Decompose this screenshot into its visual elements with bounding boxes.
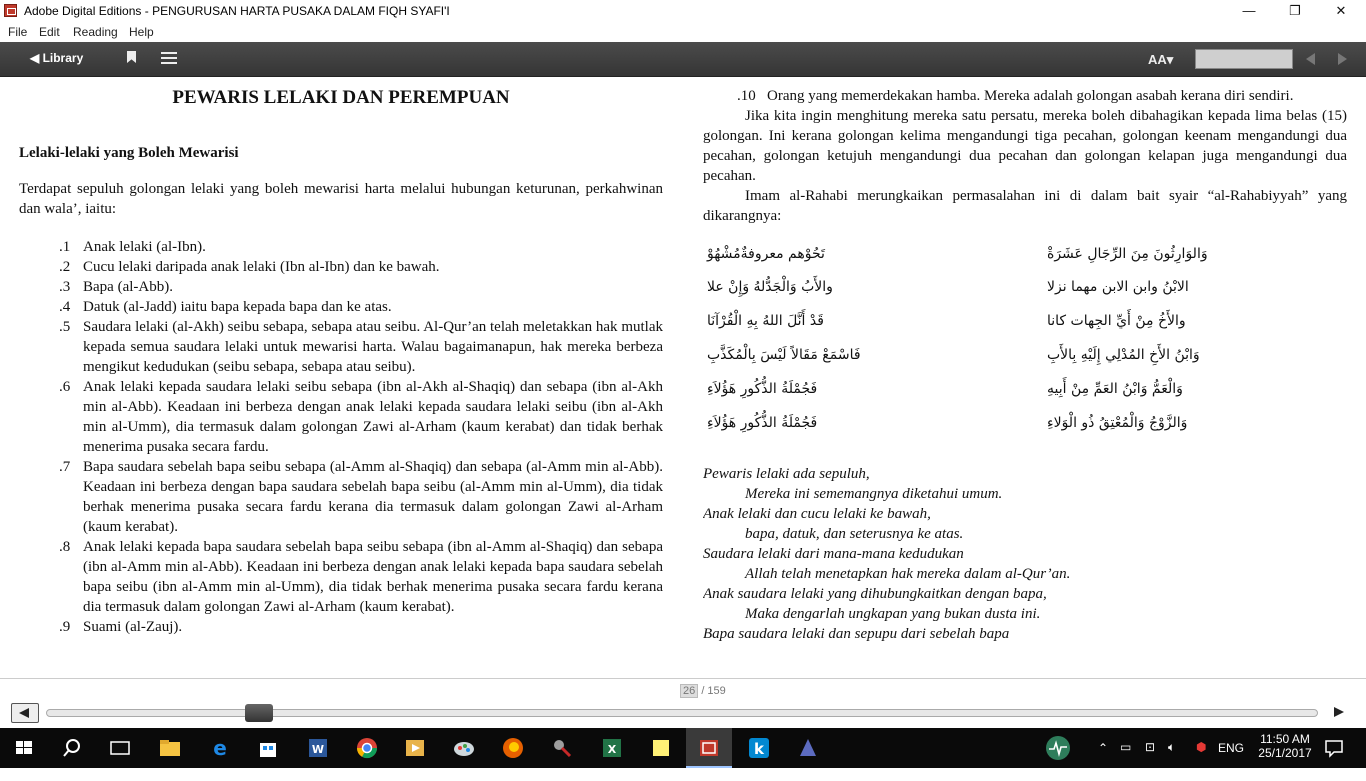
- paint-icon[interactable]: [450, 734, 478, 762]
- arabic-verse: والأَخُ مِنْ أَيِّ الجِهات كانا: [1047, 313, 1186, 329]
- left-page: [19, 77, 663, 677]
- maximize-button[interactable]: ❐: [1289, 3, 1301, 18]
- digital-editions-icon[interactable]: [695, 734, 723, 762]
- list-item: .3 Bapa (al-Abb).: [59, 279, 173, 295]
- section-heading: Lelaki-lelaki yang Boleh Mewarisi: [19, 145, 239, 161]
- next-page-button[interactable]: [1326, 703, 1354, 723]
- right-page: [703, 77, 1347, 677]
- body-paragraph: Jika kita ingin menghitung mereka satu persatu, mereka boleh dibahagikan kepada lima belas (15) golongan. Ini kerana golongan kelima mengandungi tiga pecahan, golongan keenam mengandungi dua pecahan, golongan ketujuh mengandungi dua pecahan dan golongan kelapan juga mengandungi dua pecahan.: [703, 108, 1347, 184]
- arabic-verse: تَحُوْهم معروفةٌمُشْهُوْ: [707, 246, 825, 262]
- verse-line: Saudara lelaki dari mana-mana kedudukan: [703, 546, 964, 562]
- next-page-icon[interactable]: [1338, 53, 1347, 65]
- menu-reading[interactable]: Reading: [73, 25, 118, 39]
- list-item: .2 Cucu lelaki daripada anak lelaki (Ibn al-Ibn) dan ke bawah.: [59, 259, 440, 275]
- antivirus-icon[interactable]: ⬢: [1196, 740, 1207, 754]
- verse-line: bapa, datuk, dan seterusnya ke atas.: [745, 526, 964, 542]
- svg-text:X: X: [607, 743, 617, 756]
- list-item: .8 Anak lelaki kepada bapa saudara sebelah bapa seibu sebapa (ibn al-Amm al-Shaqiq) dan sebapa (ibn al-Amm min al-Abb). Keadaan ini berbeza dengan anak lelaki kepada bapa saudara sebelah bapa seibu (ibn al-Amm min al-Umm), dia tidak berhak menerima pusaka secara fardu kerana dia termasuk dalam golongan Zawi al-Arham (kaum kerabat).: [59, 539, 663, 615]
- language-indicator[interactable]: ENG: [1218, 741, 1245, 755]
- clock-time: 11:50 AM: [1260, 732, 1310, 746]
- list-item: .4 Datuk (al-Jadd) iaitu bapa kepada bapa dan ke atas.: [59, 299, 392, 315]
- total-pages: / 159: [701, 685, 726, 697]
- verse-translation: [703, 464, 1347, 644]
- list-item: .10 Orang yang memerdekakan hamba. Mereka adalah golongan asabah kerana diri sendiri.: [737, 88, 1294, 104]
- excel-icon[interactable]: [598, 734, 626, 762]
- prev-page-button[interactable]: [11, 703, 39, 723]
- arabic-verse: فَجُمْلَةُ الذُّكُورِ هَؤُلاَءِ: [707, 415, 818, 431]
- library-button[interactable]: ◀ Library: [30, 51, 84, 65]
- clock-date: 25/1/2017: [1258, 746, 1312, 760]
- intro-paragraph: Terdapat sepuluh golongan lelaki yang boleh mewarisi harta melalui hubungan keturunan, perkahwinan dan wala’, iaitu:: [19, 181, 663, 217]
- verse-line: Anak lelaki dan cucu lelaki ke bawah,: [703, 506, 931, 522]
- list-icon[interactable]: [161, 52, 177, 64]
- app-icon[interactable]: [794, 734, 822, 762]
- menu-file[interactable]: File: [8, 25, 28, 39]
- title-bar: [0, 0, 1366, 22]
- verse-line: Maka dengarlah ungkapan yang bukan dusta ini.: [745, 606, 1041, 622]
- page-search-input[interactable]: [1195, 49, 1293, 69]
- menu-edit[interactable]: Edit: [39, 25, 60, 39]
- verse-line: Pewaris lelaki ada sepuluh,: [703, 466, 870, 482]
- app-icon: [4, 4, 17, 17]
- battery-icon[interactable]: ▭: [1120, 740, 1132, 754]
- tool-icon[interactable]: [548, 734, 576, 762]
- svg-text:e: e: [213, 736, 227, 760]
- chrome-icon[interactable]: [353, 734, 381, 762]
- firefox-icon[interactable]: [499, 734, 527, 762]
- heir-list: [19, 237, 663, 637]
- file-explorer-icon[interactable]: [156, 734, 184, 762]
- verse-line: Allah telah menetapkan hak mereka dalam al-Qur’an.: [745, 566, 1071, 582]
- current-page[interactable]: 26: [680, 684, 698, 698]
- notifications-icon[interactable]: [1320, 734, 1348, 762]
- font-size-icon[interactable]: AA▾: [1148, 52, 1174, 67]
- close-button[interactable]: ✕: [1335, 3, 1347, 18]
- sticky-notes-icon[interactable]: [647, 734, 675, 762]
- arabic-verse: وَالوَارِثُونَ مِنَ الرِّجَالِ عَشَرَةْ: [1047, 246, 1208, 262]
- verse-line: Mereka ini sememangnya diketahui umum.: [745, 486, 1003, 502]
- arabic-verse: الابْنُ وابن الابن مهما نزلا: [1047, 279, 1189, 295]
- svg-text:W: W: [311, 743, 325, 756]
- list-item: .5 Saudara lelaki (al-Akh) seibu sebapa, sebapa atau seibu. Al-Qur’an telah meletakkan hak mutlak kepada semua saudara lelaki untuk mewarisi harta. Walau bagaimanapun, hak mereka berbeza mengikut kedudukan (seibu sebapa, sebapa atau seibu).: [59, 319, 663, 375]
- page-slider-track[interactable]: [46, 709, 1318, 717]
- arabic-verse: فَاسْمَعْ مَقَالاً لَيْسَ بِالْمُكَذَّبِ: [707, 347, 861, 363]
- search-icon[interactable]: [58, 734, 86, 762]
- bookmark-icon[interactable]: [127, 51, 136, 63]
- activity-monitor-icon[interactable]: [1044, 734, 1072, 762]
- page-title: PEWARIS LELAKI DAN PEREMPUAN: [172, 87, 510, 108]
- menu-help[interactable]: Help: [129, 25, 154, 39]
- store-icon[interactable]: [254, 734, 282, 762]
- arabic-verse: فَجُمْلَةُ الذُّكُورِ هَؤُلاَءِ: [707, 381, 818, 397]
- volume-icon[interactable]: 🔈︎: [1168, 740, 1176, 754]
- verse-line: Anak saudara lelaki yang dihubungkaitkan dengan bapa,: [703, 586, 1047, 602]
- window-title: Adobe Digital Editions - PENGURUSAN HARTA PUSAKA DALAM FIQH SYAFI'I: [24, 4, 450, 18]
- edge-icon[interactable]: [206, 734, 234, 762]
- heir-list-continued: [703, 86, 1347, 106]
- task-view-icon[interactable]: [106, 734, 134, 762]
- page-navigation: [0, 678, 1366, 729]
- clock[interactable]: [1255, 732, 1315, 772]
- start-icon[interactable]: [10, 734, 38, 762]
- list-item: .9 Suami (al-Zauj).: [59, 619, 183, 635]
- k-app-icon[interactable]: [745, 734, 773, 762]
- arabic-verse: والأَبُ وَالْجَدُّلهُ وَإِنْ علا: [707, 279, 833, 295]
- word-icon[interactable]: [304, 734, 332, 762]
- media-icon[interactable]: [401, 734, 429, 762]
- menu-bar: [0, 22, 1366, 42]
- minimize-button[interactable]: —: [1242, 3, 1256, 18]
- arabic-verse: وَابْنُ الأَخِ المُدْلِي إِلَيْهِ بِالأَبِ: [1047, 347, 1200, 363]
- arabic-verse: وَالزَّوْجُ وَالْمُعْتِقُ ذُو الْوَلاءِ: [1047, 415, 1188, 431]
- reader-toolbar: [0, 42, 1366, 77]
- tray-chevron-icon[interactable]: ⌃: [1098, 741, 1109, 755]
- list-item: .1 Anak lelaki (al-Ibn).: [59, 239, 206, 255]
- taskbar: [0, 728, 1366, 768]
- body-paragraph: Imam al-Rahabi merungkaikan permasalahan ini di dalam bait syair “al-Rahabiyyah” yang dikarangnya:: [703, 188, 1347, 224]
- arabic-verse: وَالْعَمُّ وَابْنُ العَمِّ مِنْ أَبِيهِ: [1047, 381, 1183, 397]
- svg-text:k: k: [754, 740, 764, 758]
- list-item: .6 Anak lelaki kepada saudara lelaki seibu sebapa (ibn al-Akh al-Shaqiq) dan sebapa (ibn al-Akh min al-Abb). Keadaan ini berbeza dengan anak lelaki kepada saudara lelaki seibu (ibn al-Akh min al-Umm), dia termasuk dalam golongan Zawi al-Arham (kaum kerabat) dan tidak berhak menerima pusaka secara fardu.: [59, 379, 663, 455]
- arabic-verse: قَدْ أَنَّلَ اللهُ بِهِ الْقُرْآنَا: [707, 313, 824, 329]
- list-item: .7 Bapa saudara sebelah bapa seibu sebapa (al-Amm al-Shaqiq) dan sebapa (al-Amm min al-Abb). Keadaan ini berbeza dengan bapa saudara sebelah bapa seibu (al-Amm min al-Umm), dia tidak berhak menerima pusaka secara fardu kerana dia termasuk dalam golongan Zawi al-Arham (kaum kerabat).: [59, 459, 663, 535]
- arabic-poem: [703, 244, 1347, 456]
- page-counter: [680, 685, 726, 697]
- page-slider-thumb[interactable]: [245, 704, 273, 722]
- verse-line: Bapa saudara lelaki dan sepupu dari sebelah bapa: [703, 626, 1010, 642]
- network-icon[interactable]: ⊡: [1145, 740, 1156, 754]
- prev-page-icon[interactable]: [1306, 53, 1315, 65]
